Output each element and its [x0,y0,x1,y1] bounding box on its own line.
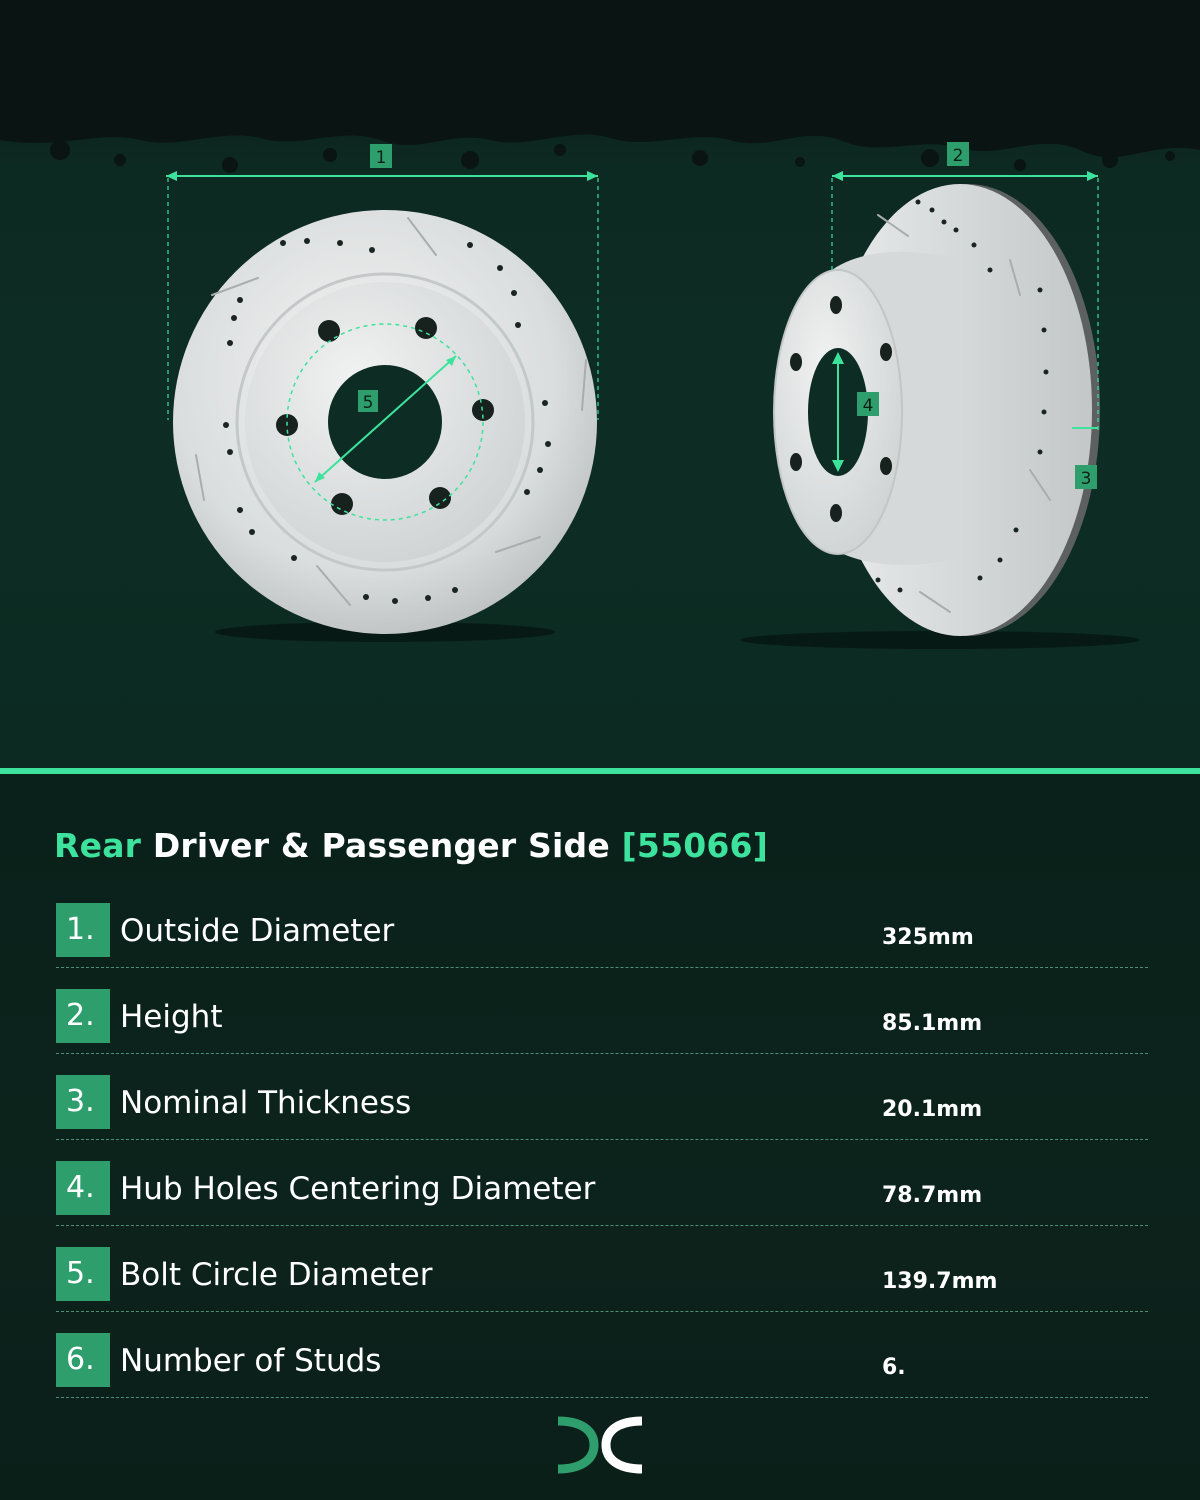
spec-number: 1. [56,903,110,957]
spec-label: Number of Studs [120,1343,382,1379]
heading-position: Rear [54,826,142,865]
spec-row [56,989,1148,1054]
spec-value: 20.1mm [882,1097,983,1122]
front-rotor-image [166,144,598,642]
spec-number: 4. [56,1161,110,1215]
spec-label: Outside Diameter [120,913,395,949]
spec-row [56,1161,1148,1226]
spec-label: Hub Holes Centering Diameter [120,1171,596,1207]
svg-text:1: 1 [375,148,387,168]
side-rotor-image [740,142,1140,649]
spec-row [56,1333,1148,1398]
spec-value: 6. [882,1355,906,1380]
spec-number: 2. [56,989,110,1043]
spec-heading [54,826,768,865]
svg-text:3: 3 [1080,469,1092,489]
marker-3 [1075,465,1097,489]
spec-number: 3. [56,1075,110,1129]
spec-number: 6. [56,1333,110,1387]
spec-number: 5. [56,1247,110,1301]
brand-logo-icon [554,1415,646,1475]
svg-text:2: 2 [952,146,964,166]
spec-list [56,903,1148,1419]
spec-label: Nominal Thickness [120,1085,412,1121]
heading-side: Driver & Passenger Side [152,826,610,865]
spec-value: 139.7mm [882,1269,998,1294]
spec-label: Height [120,999,223,1035]
spec-value: 78.7mm [882,1183,983,1208]
marker-2 [947,142,969,166]
heading-part-number: [55066] [621,826,768,865]
marker-1 [370,144,392,168]
spec-row [56,903,1148,968]
spec-row [56,1247,1148,1312]
spec-value: 85.1mm [882,1011,983,1036]
spec-value: 325mm [882,925,974,950]
svg-text:5: 5 [362,393,374,413]
marker-4 [857,392,879,416]
spec-row [56,1075,1148,1140]
svg-text:4: 4 [862,396,874,416]
spec-label: Bolt Circle Diameter [120,1257,433,1293]
marker-5 [358,390,378,413]
